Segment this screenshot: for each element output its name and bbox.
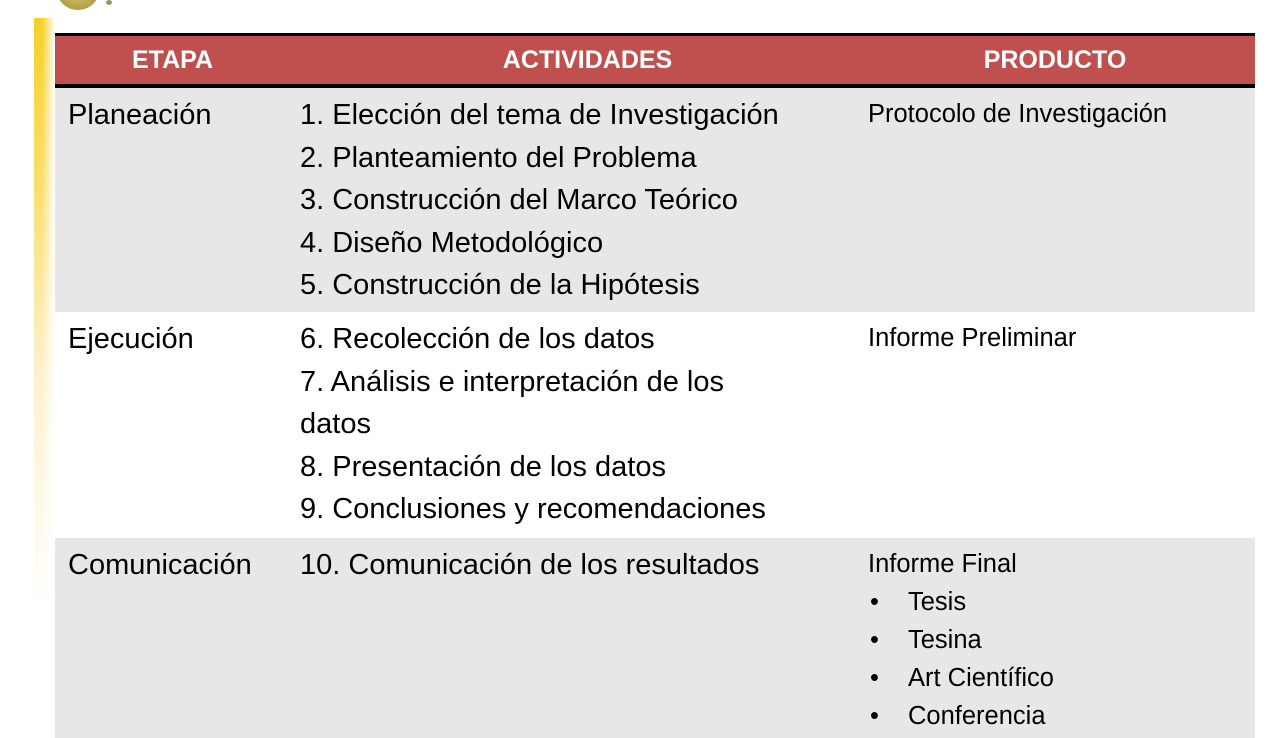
product-list-item: [868, 583, 1255, 621]
header-producto: PRODUCTO: [983, 45, 1127, 74]
accent-bar: [34, 18, 54, 608]
activity-item: 7. Análisis e interpretación de los datos: [300, 365, 724, 441]
table-row: [55, 88, 1255, 312]
stage-cell: Comunicación: [68, 549, 252, 581]
bullet-icon: •: [870, 702, 879, 730]
activity-item: 6. Recolección de los datos: [300, 323, 655, 355]
table-row: [55, 312, 1255, 538]
activity-item: 10. Comunicación de los resultados: [300, 549, 760, 581]
header-actividades: ACTIVIDADES: [502, 45, 673, 74]
product-list-item: [868, 621, 1255, 659]
activity-item: 9. Conclusiones y recomendaciones: [300, 493, 766, 526]
activities-cell: [290, 312, 855, 538]
stage-cell: Planeación: [68, 99, 212, 131]
bullet-icon: •: [870, 626, 879, 654]
bullet-icon: •: [870, 664, 879, 692]
product-item-text: Art Científico: [908, 664, 1054, 692]
activities-cell: [290, 538, 855, 738]
product-item-text: Tesis: [908, 588, 967, 616]
activities-cell: [290, 88, 855, 312]
table-row: [55, 538, 1255, 738]
gear-dot-decoration: [106, 0, 112, 5]
product-cell: [855, 538, 1255, 738]
stage-cell: Ejecución: [68, 323, 194, 355]
product-cell: Informe Preliminar: [868, 324, 1077, 352]
product-cell: Protocolo de Investigación: [868, 100, 1168, 128]
activity-item: 2. Planteamiento del Problema: [300, 141, 697, 174]
product-title: Informe Final: [868, 550, 1017, 578]
activity-item: 3. Construcción del Marco Teórico: [300, 184, 738, 217]
table-header: [55, 33, 1255, 88]
header-etapa: ETAPA: [131, 45, 214, 74]
product-list-item: [868, 659, 1255, 697]
bullet-icon: •: [870, 588, 879, 616]
activity-item: 8. Presentación de los datos: [300, 450, 666, 483]
gear-icon: [56, 0, 100, 10]
activity-item: 1. Elección del tema de Investigación: [300, 99, 779, 131]
activity-item: 5. Construcción de la Hipótesis: [300, 269, 700, 302]
product-item-text: Conferencia: [908, 702, 1046, 730]
research-stages-table: [55, 33, 1255, 738]
product-item-text: Tesina: [908, 626, 982, 654]
product-list-item: [868, 697, 1255, 735]
activity-item: 4. Diseño Metodológico: [300, 226, 604, 259]
